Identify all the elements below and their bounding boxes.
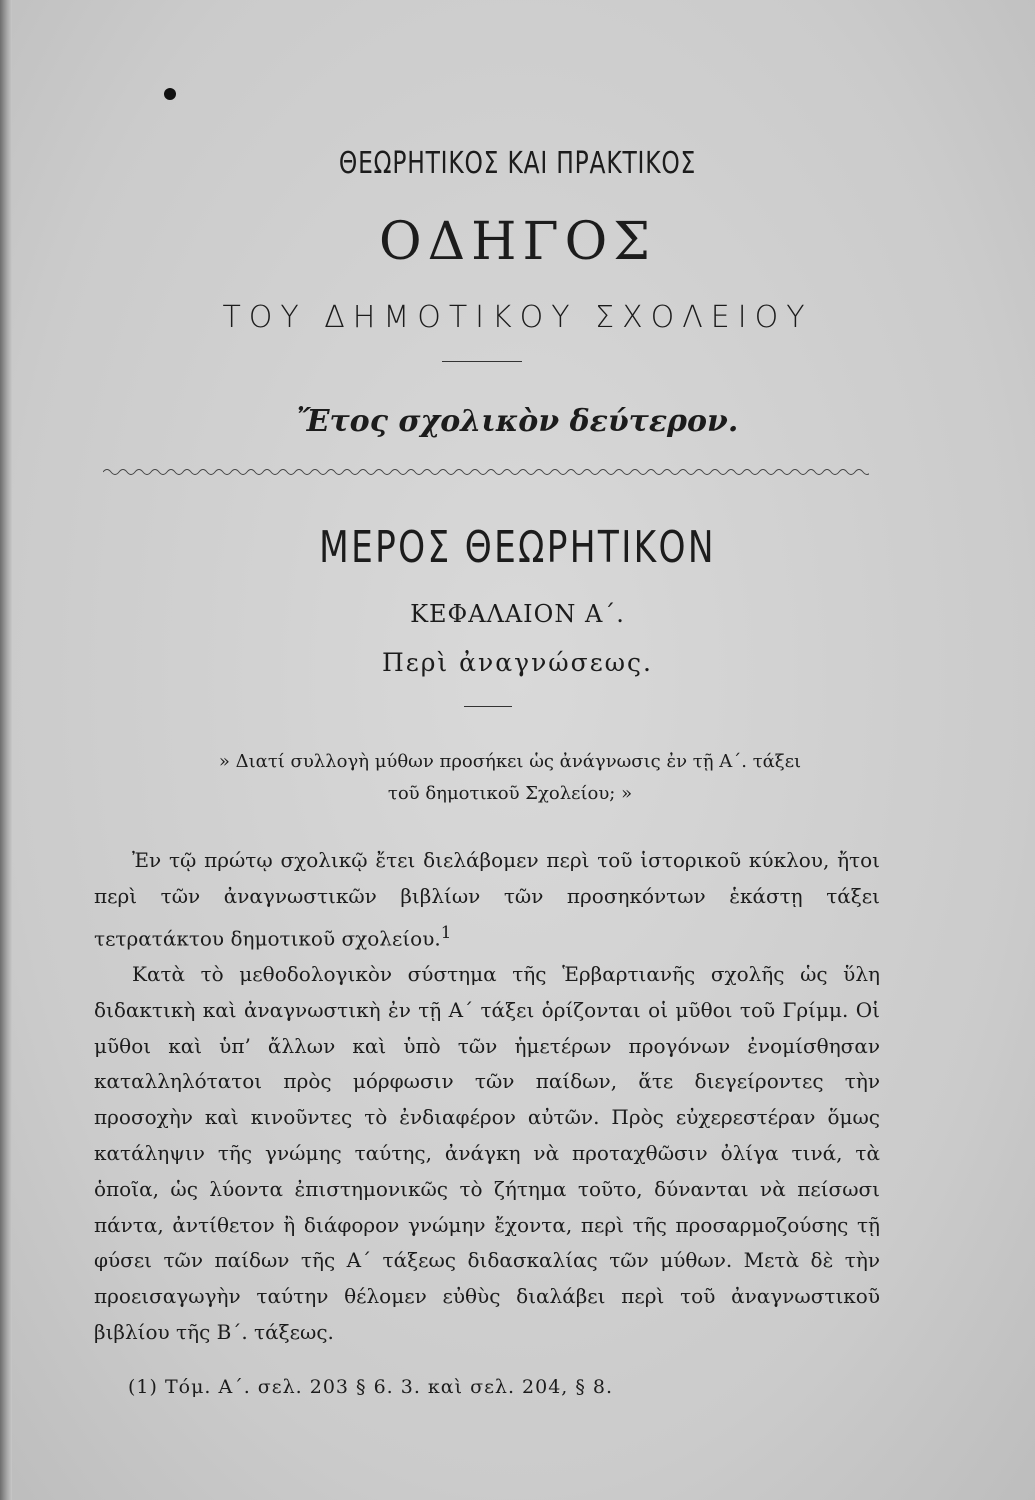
divider-small [464,706,512,707]
header-title: ΟΔΗΓΟΣ [378,212,656,272]
paragraph-1 [94,843,880,957]
footnote-marker: 1 [440,922,452,942]
school-year: Ἔτος σχολικὸν δεύτερον. [296,404,739,439]
epigraph-line2: τοῦ δημοτικοῦ Σχολείου; » [387,783,633,804]
header-line3: ΤΟΥ ΔΗΜΟΤΙΚΟΥ ΣΧΟΛΕΙΟΥ [222,300,813,335]
ink-spot [164,88,176,100]
footnote: (1) Τόμ. Α΄. σελ. 203 § 6. 3. καὶ σελ. 204, § 8. [128,1376,614,1398]
paragraph-1-text: Ἐν τῷ πρώτῳ σχολικῷ ἔτει διελάβομεν περὶ τοῦ ἱστορικοῦ κύκλου, ἤτοι περὶ τῶν ἀναγνωστικῶν βιβλίων τῶν προσηκόντων ἑκάστῃ τάξει τετρατάκτου δημοτικοῦ σχολείου. [94,848,880,951]
epigraph-line1: » Διατί συλλογὴ μύθων προσήκει ὡς ἀνάγνωσις ἐν τῇ Α΄. τάξει [218,751,802,772]
divider-short [442,361,522,362]
body-text [94,843,880,1351]
epigraph [190,746,830,810]
chapter-heading: ΚΕΦΑΛΑΙΟΝ Α΄. [410,600,625,628]
section-title: ΜΕΡΟΣ ΘΕΩΡΗΤΙΚΟΝ [319,522,716,573]
paragraph-2: Κατὰ τὸ μεθοδολογικὸν σύστημα τῆς Ἑρβαρτιανῆς σχολῆς ὡς ὕλη διδακτικὴ καὶ ἀναγνωστικὴ ἐν τῇ Α΄ τάξει ὁρίζονται οἱ μῦθοι τοῦ Γρίμμ. Οἱ μῦθοι καὶ ὑπ’ ἄλλων καὶ ὑπὸ τῶν ἡμετέρων προγόνων ἐνομίσθησαν καταλληλότατοι πρὸς μόρφωσιν τῶν παίδων, ἅτε διεγείροντες τὴν προσοχὴν καὶ κινοῦντες τὸ ἐνδιαφέρον αὐτῶν. Πρὸς εὐχερεστέραν ὅμως κατάληψιν τῆς γνώμης ταύτης, ἀνάγκη νὰ προταχθῶσιν ὀλίγα τινά, τὰ ὁποῖα, ὡς λύοντα ἐπιστημονικῶς τὸ ζήτημα τοῦτο, δύνανται νὰ πείσωσι πάντα, ἀντίθετον ἢ διάφορον γνώμην ἔχοντα, περὶ τῆς προσαρμοζούσης τῇ φύσει τῶν παίδων τῆς Α΄ τάξεως διδασκαλίας τῶν μύθων. Μετὰ δὲ τὴν προεισαγωγὴν ταύτην θέλομεν εὐθὺς διαλάβει περὶ τοῦ ἀναγνωστικοῦ βιβλίου τῆς Β΄. τάξεως. [94,962,880,1345]
wavy-divider [103,466,869,478]
chapter-subject: Περὶ ἀναγνώσεως. [381,648,654,677]
header-line1: ΘΕΩΡΗΤΙΚΟΣ ΚΑΙ ΠΡΑΚΤΙΚΟΣ [338,146,697,181]
